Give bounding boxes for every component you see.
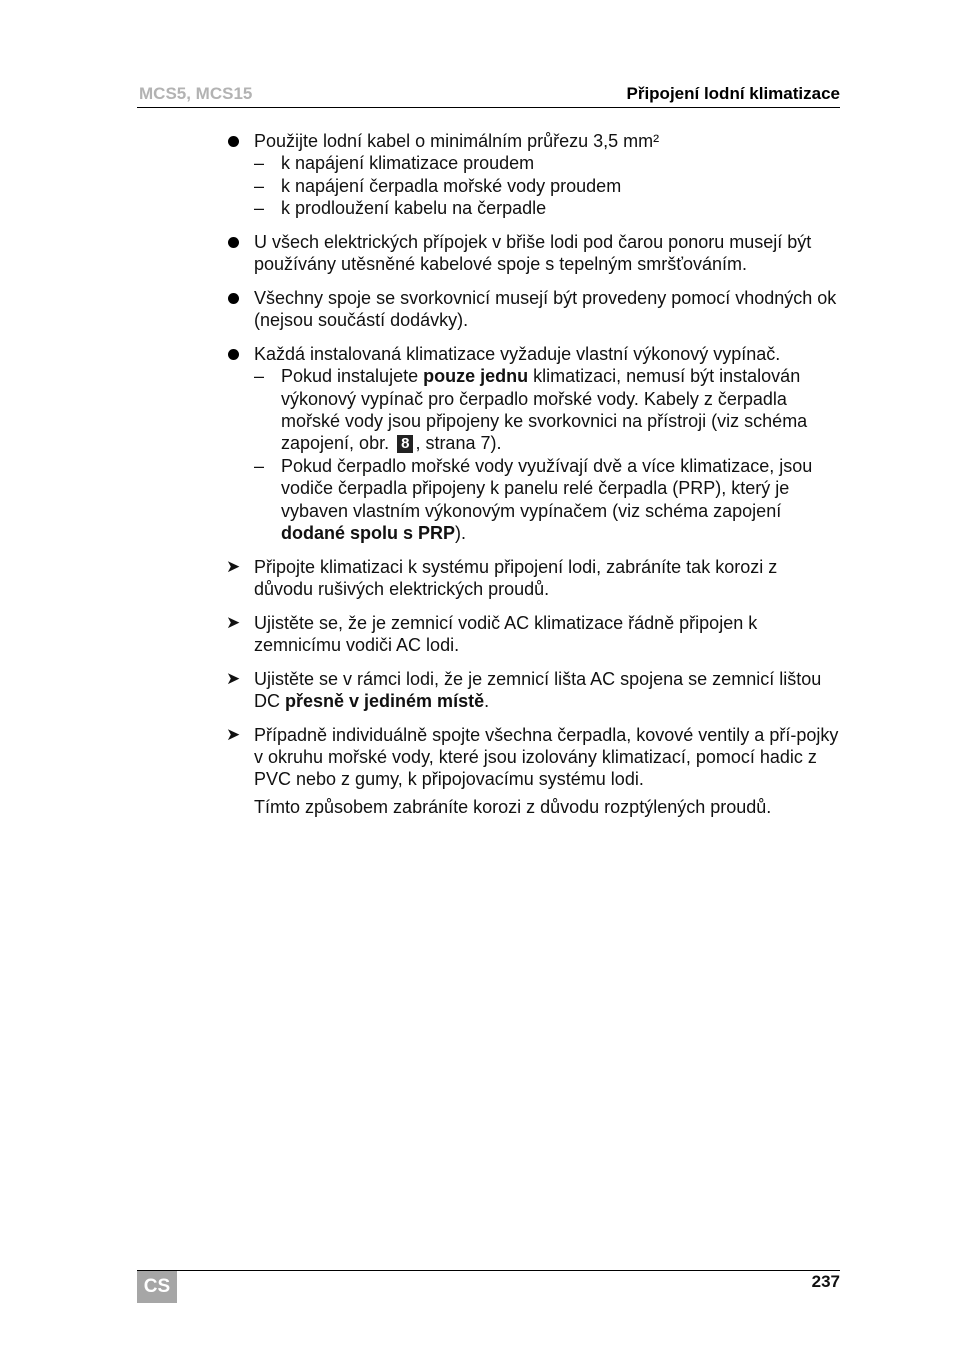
sub-item — [254, 152, 840, 174]
emphasis-text: přesně v jediném místě — [285, 691, 485, 712]
instruction-list — [226, 130, 840, 829]
item-text — [254, 612, 840, 657]
figure-number-badge: 8 — [397, 435, 413, 453]
text-run: k napájení čerpadla mořské vody proudem — [281, 175, 622, 196]
sub-item — [254, 365, 840, 455]
header-model: MCS5, MCS15 — [139, 84, 253, 103]
bullet-dot — [228, 349, 239, 360]
item-text — [254, 668, 840, 713]
item-text — [254, 724, 840, 791]
dash-marker: – — [254, 366, 265, 387]
text-run: Pokud instalujete — [281, 366, 424, 387]
bullet-dot — [228, 136, 239, 147]
sub-item — [254, 197, 840, 219]
sub-item — [254, 455, 840, 545]
header-section-title: Připojení lodní klimatizace — [626, 84, 840, 103]
text-run: ). — [455, 523, 467, 544]
sub-item — [254, 175, 840, 197]
emphasis-text: dodané spolu s PRP — [281, 523, 456, 544]
item-text — [254, 556, 840, 601]
bullet-item — [226, 231, 840, 276]
text-run: k prodloužení kabelu na čerpadle — [281, 198, 547, 219]
dash-marker: – — [254, 455, 265, 476]
text-run: Ujistěte se, že je zemnicí vodič AC klimatizace řádně připojen k zemnicímu vodiči AC lodi. — [254, 612, 758, 656]
footer-divider — [137, 1270, 840, 1271]
item-text — [254, 287, 840, 332]
item-note: Tímto způsobem zabráníte korozi z důvodu rozptýlených proudů. — [254, 796, 772, 817]
text-run: Použijte lodní kabel o minimálním průřezu 3,5 mm² — [254, 131, 660, 151]
instruction-step: ➤ Případně individuálně spojte všechna čerpadla, kovové ventily a pří-pojky v okruhu mořské vody, které jsou izolovány klimatizací, pomocí hadic z PVC nebo z gumy, k připojovacímu systému lodi. Tímto způsobem zabráníte korozi z důvodu rozptýlených proudů. — [226, 724, 839, 817]
text-run: U všech elektrických přípojek v břiše lodi pod čarou ponoru musejí být používány utěsněné kabelové spoje s tepelným smršťováním. — [254, 231, 812, 275]
emphasis-text: pouze jednu — [423, 366, 529, 387]
text-run: Všechny spoje se svorkovnicí musejí být provedeny pomocí vhodných ok (nejsou součástí dodávky). — [254, 287, 837, 331]
item-text — [254, 343, 840, 365]
bullet-item — [226, 343, 840, 545]
bullet-item — [226, 130, 840, 220]
text-run: Připojte klimatizaci k systému připojení lodi, zabráníte tak korozi z důvodu rušivých elektrických proudů. — [254, 556, 778, 600]
text-run: Pokud čerpadlo mořské vody využívají dvě a více klimatizace, jsou vodiče čerpadla připojeny k panelu relé čerpadla (PRP), který je vybaven vlastním výkonovým vypínačem (viz schéma zapojení — [281, 455, 813, 521]
text-run: Případně individuálně spojte všechna čerpadla, kovové ventily a pří-pojky v okruhu mořské vody, které jsou izolovány klimatizací, pomocí hadic z PVC nebo z gumy, k připojovacímu systému lodi. — [254, 724, 839, 790]
dash-marker: – — [254, 198, 265, 219]
text-run: k napájení klimatizace proudem — [281, 153, 535, 174]
instruction-step: ➤ Ujistěte se, že je zemnicí vodič AC klimatizace řádně připojen k zemnicímu vodiči AC lodi. — [226, 612, 840, 657]
bullet-item — [226, 287, 840, 332]
text-run: Ujistěte se v rámci lodi, že je zemnicí lišta AC spojena se zemnicí lištou DC — [254, 668, 822, 712]
header-divider — [137, 107, 840, 108]
dash-marker: – — [254, 153, 265, 174]
instruction-step: ➤ Ujistěte se v rámci lodi, že je zemnicí lišta AC spojena se zemnicí lištou DC přesně v jediném místě. — [226, 668, 840, 713]
text-run: Každá instalovaná klimatizace vyžaduje vlastní výkonový vypínač. — [254, 343, 781, 364]
dash-marker: – — [254, 175, 265, 196]
bullet-dot — [228, 237, 239, 248]
text-run: , strana 7). — [415, 433, 502, 454]
instruction-step: ➤ Připojte klimatizaci k systému připojení lodi, zabráníte tak korozi z důvodu rušivých elektrických proudů. — [226, 556, 840, 601]
bullet-dot — [228, 293, 239, 304]
language-tag: CS — [137, 1271, 177, 1303]
item-text — [254, 231, 840, 276]
item-text — [254, 130, 840, 152]
page-number: 237 — [811, 1272, 840, 1291]
text-run: klimatizaci, nemusí být instalován výkonový vypínač pro čerpadlo mořské vody. Kabely z čerpadla mořské vody jsou připojeny ke svorkovnici na přístroji (viz schéma zapojení, obr. — [281, 366, 808, 454]
text-run: . — [484, 691, 490, 712]
